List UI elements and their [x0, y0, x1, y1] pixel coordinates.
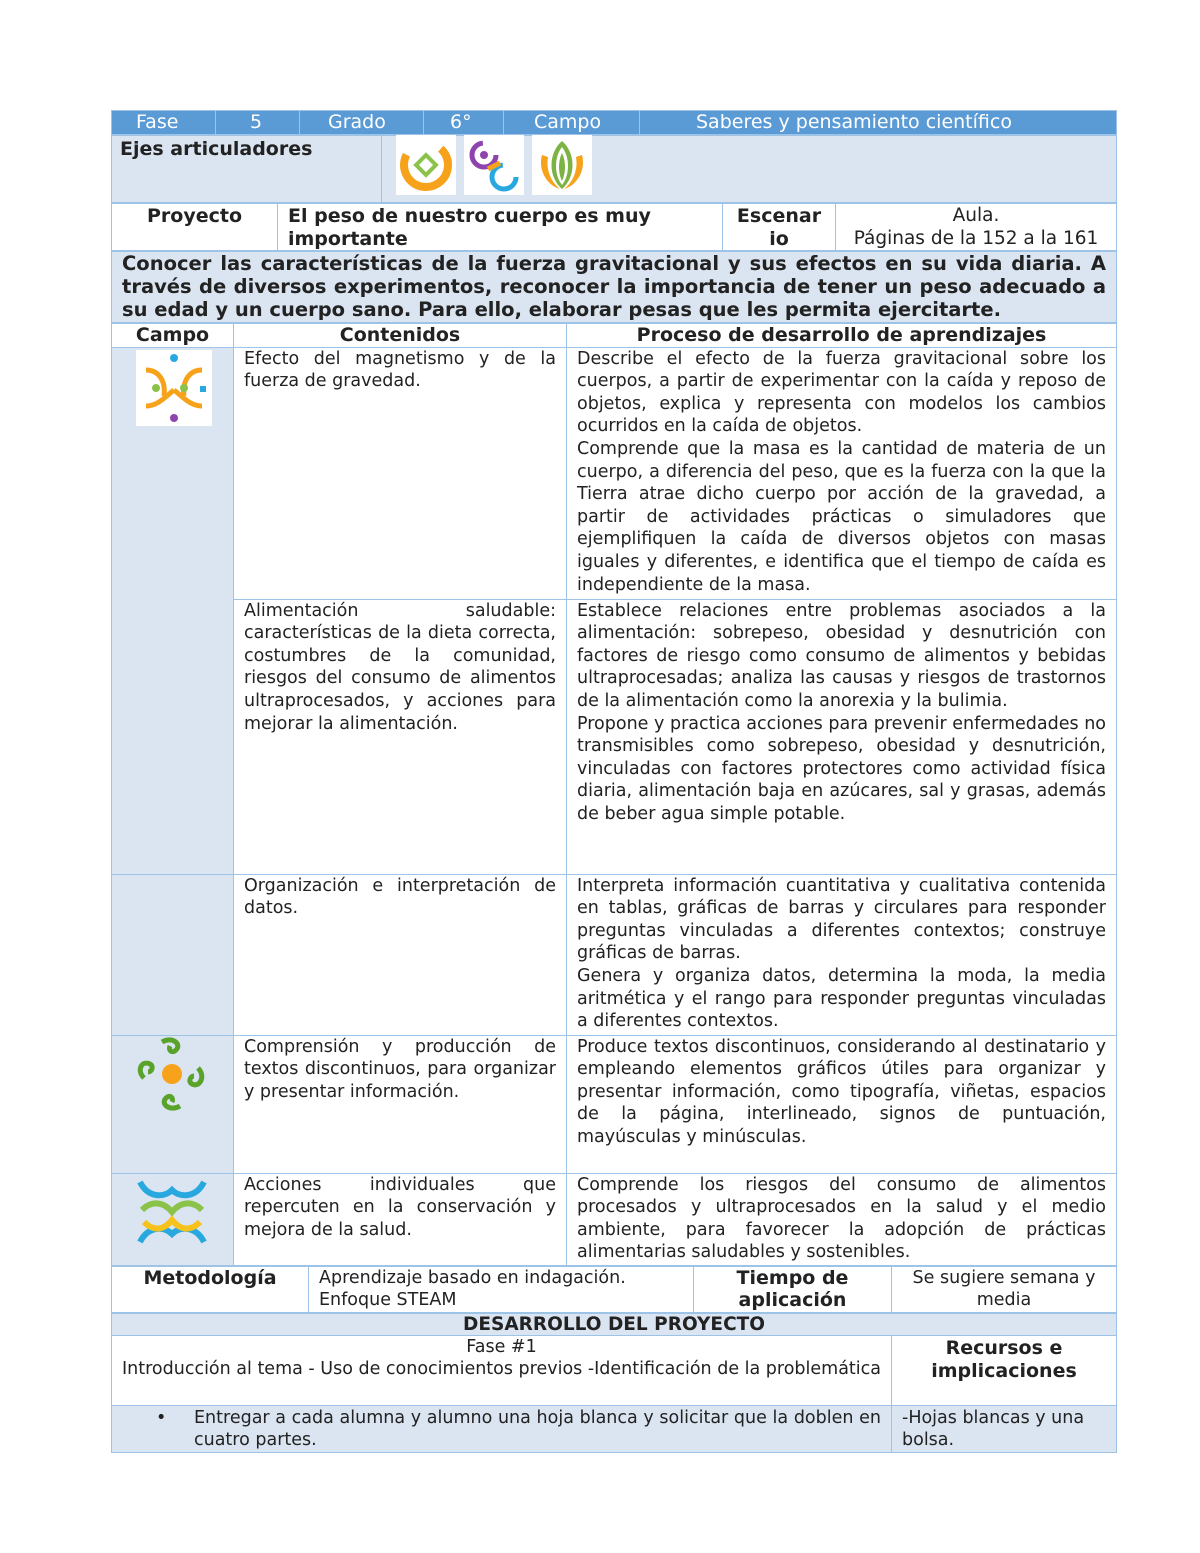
desarrollo-title: DESARROLLO DEL PROYECTO	[112, 1313, 1117, 1335]
campo-label: Campo	[504, 111, 640, 135]
bullet-icon: •	[156, 1407, 167, 1428]
ejes-icons-svg	[396, 135, 596, 195]
proceso-4: Produce textos discontinuos, considerando al destinatario y empleando elementos gráficos útiles para organizar y presentar información, como tipografía, viñetas, espacios de la página, interlineado, signos de puntuación, mayúsculas y minúsculas.	[567, 1035, 1117, 1173]
contenido-4: Comprensión y producción de textos discontinuos, para organizar y presentar información.	[234, 1035, 567, 1173]
actividad-text: Entregar a cada alumna y alumno una hoja blanca y solicitar que la doblen en cuatro partes.	[194, 1407, 881, 1451]
ethics-axis-icon	[396, 135, 457, 195]
ejes-label: Ejes articuladores	[112, 136, 382, 203]
metodologia-table	[111, 1266, 1117, 1313]
proceso-1-p2: Comprende que la masa es la cantidad de materia de un cuerpo, a diferencia del peso, que es la fuerza con la que la Tierra atrae dicho cuerpo por acción de la gravedad, a partir de actividades prácticas o simuladores que ejemplifiquen la caída de diversos objetos con masas iguales y diferentes, e identifica que el tiempo de caída es independiente de la masa.	[577, 438, 1106, 595]
contenido-5: Acciones individuales que repercuten en la conservación y mejora de la salud.	[234, 1173, 567, 1265]
recursos-label: Recursos e implicaciones	[892, 1335, 1117, 1405]
objetivo-table	[111, 251, 1117, 322]
contenido-2: Alimentación saludable: características de la dieta correcta, costumbres de la comunidad, riesgos del consumo de alimentos ultraprocesados, y acciones para mejorar la alimentación.	[234, 599, 567, 874]
fase-description: Introducción al tema - Uso de conocimientos previos -Identificación de la problemática	[122, 1359, 882, 1380]
escenario-aula: Aula.	[952, 205, 1000, 226]
table-row	[112, 599, 1117, 874]
metodologia-value	[309, 1266, 694, 1312]
desarrollo-table	[111, 1313, 1117, 1453]
escenario-paginas: Páginas de la 152 a la 161	[853, 227, 1099, 249]
metodologia-value-2: Enfoque STEAM	[319, 1290, 457, 1311]
saberes-field-icon	[136, 350, 212, 426]
proceso-2-p1: Establece relaciones entre problemas asociados a la alimentación: sobrepeso, obesidad y desnutrición con factores de riesgo como consumo de alimentos y bebidas ultraprocesadas; analiza las causas y riesgos de trastornos de la alimentación como la anorexia y la bulimia.	[577, 600, 1106, 711]
campo-cell-humano	[112, 1173, 234, 1265]
col-campo: Campo	[112, 323, 234, 347]
campo-cell-empty	[112, 874, 234, 1035]
proyecto-table	[111, 203, 1117, 251]
metodologia-value-1: Aprendizaje basado en indagación.	[319, 1267, 626, 1288]
table-row	[112, 347, 1117, 599]
ejes-icons	[382, 136, 1117, 203]
col-contenidos: Contenidos	[234, 323, 567, 347]
escenario-value	[836, 204, 1117, 251]
proceso-1	[567, 347, 1117, 599]
proyecto-label: Proyecto	[112, 204, 278, 251]
humano-comunitario-field-icon	[134, 1174, 210, 1250]
grado-label: Grado	[300, 111, 424, 135]
proceso-3	[567, 874, 1117, 1035]
contenido-3: Organización e interpretación de datos.	[234, 874, 567, 1035]
proceso-2	[567, 599, 1117, 874]
campo-cell-lenguajes	[112, 1035, 234, 1173]
tiempo-label: Tiempo de aplicación	[694, 1266, 892, 1312]
contenido-1: Efecto del magnetismo y de la fuerza de gravedad.	[234, 347, 567, 599]
table-row	[112, 1035, 1117, 1173]
table-row	[112, 874, 1117, 1035]
fase-number: Fase #1	[466, 1336, 537, 1357]
planning-document	[111, 110, 1117, 1453]
fase-value: 5	[216, 111, 300, 135]
table-row	[112, 1173, 1117, 1265]
escenario-label: Escenar io	[723, 204, 836, 251]
proceso-5: Comprende los riesgos del consumo de alimentos procesados y ultraprocesados en la salud y el medio ambiente, para favorecer la adopción de prácticas alimentarias saludables y sostenibles.	[567, 1173, 1117, 1265]
contenidos-table	[111, 323, 1117, 1266]
proceso-3-p2: Genera y organiza datos, determina la moda, la media aritmética y el rango para responder preguntas vinculadas a diferentes contextos.	[577, 965, 1106, 1032]
tiempo-value: Se sugiere semana y media	[892, 1266, 1117, 1312]
lenguajes-field-icon	[132, 1036, 212, 1116]
inclusion-axis-icon	[464, 135, 524, 195]
header-table	[111, 110, 1117, 135]
objetivo-text: Conocer las características de la fuerza gravitacional y sus efectos en su vida diaria. A través de diversos experimentos, reconocer la importancia de tener un peso adecuado a su edad y un cuerpo sano. Para ello, elaborar pesas que les permita ejercitarte.	[112, 252, 1117, 322]
actividad-cell	[112, 1405, 892, 1452]
grado-value: 6°	[424, 111, 504, 135]
proceso-3-p1: Interpreta información cuantitativa y cualitativa contenida en tablas, gráficas de barras y circulares para responder preguntas vinculadas a diferentes contextos; construye gráficas de barras.	[577, 875, 1106, 964]
ejes-table	[111, 135, 1117, 203]
recurso-text: -Hojas blancas y una bolsa.	[892, 1405, 1117, 1452]
campo-value: Saberes y pensamiento científico	[640, 111, 1117, 135]
metodologia-label: Metodología	[112, 1266, 309, 1312]
col-proceso: Proceso de desarrollo de aprendizajes	[567, 323, 1117, 347]
campo-cell-saberes	[112, 347, 234, 874]
proceso-2-p2: Propone y practica acciones para prevenir enfermedades no transmisibles como sobrepeso, obesidad y desnutrición, vinculadas con factores protectores como actividad física diaria, alimentación baja en azúcares, sal y grasas, además de beber agua simple potable.	[577, 713, 1106, 824]
fase-cell	[112, 1335, 892, 1405]
proyecto-title: El peso de nuestro cuerpo es muy importante	[278, 204, 723, 251]
proceso-1-p1: Describe el efecto de la fuerza gravitacional sobre los cuerpos, a partir de experimentar con la caída y reposo de objetos, explica y representa con modelos los cambios ocurridos en la caída de objetos.	[577, 348, 1106, 437]
fase-label: Fase	[112, 111, 216, 135]
sustainability-axis-icon	[532, 135, 592, 195]
